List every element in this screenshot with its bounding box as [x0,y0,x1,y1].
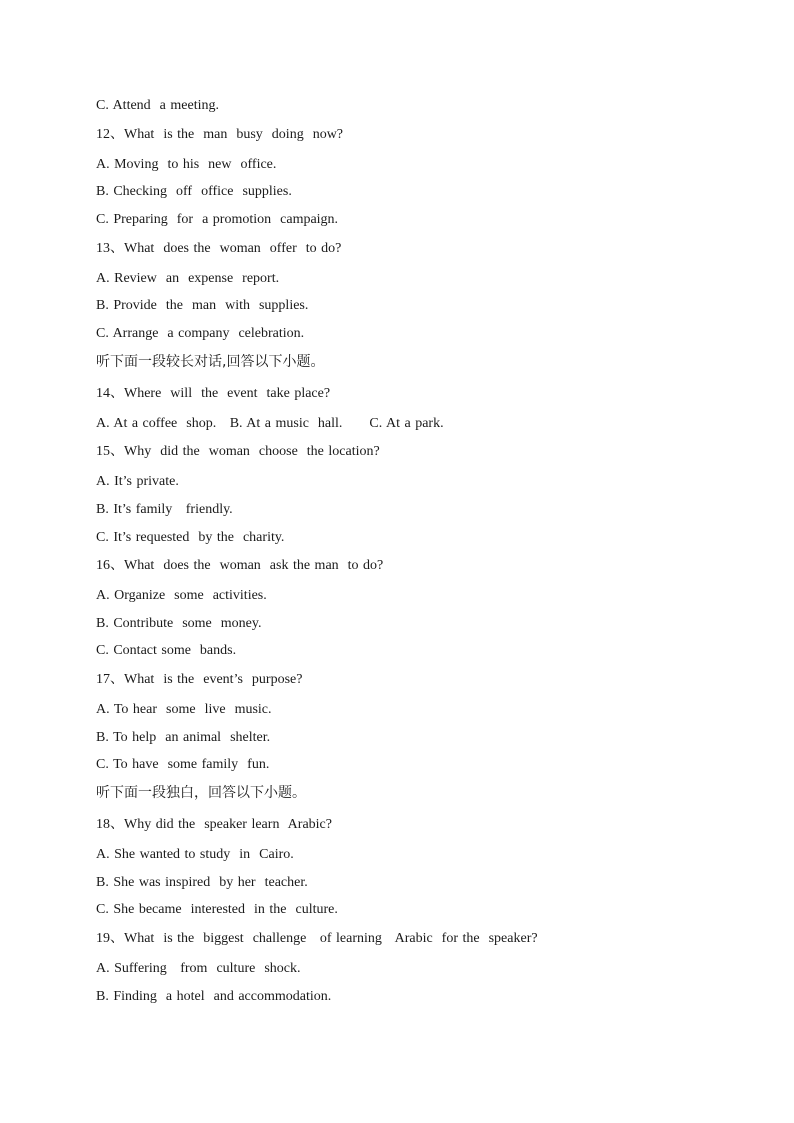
q17-question: 17、What is the event’s purpose? [96,672,303,687]
q13-option-a: A. Review an expense report. [96,271,280,286]
q16-option-b: B. Contribute some money. [96,616,262,631]
q13-option-b: B. Provide the man with supplies. [96,298,309,313]
section-heading-dialogue: 听下面一段较长对话,回答以下小题。 [96,354,325,370]
q19-question: 19、What is the biggest challenge of learning Arabic for the speaker? [96,931,538,946]
q12-option-a: A. Moving to his new office. [96,157,277,172]
q11-option-c: C. Attend a meeting. [96,98,219,113]
q18-question: 18、Why did the speaker learn Arabic? [96,817,332,832]
q17-option-b: B. To help an animal shelter. [96,730,271,745]
q16-option-c: C. Contact some bands. [96,643,237,658]
q18-option-c: C. She became interested in the culture. [96,902,338,917]
q19-option-b: B. Finding a hotel and accommodation. [96,989,332,1004]
q19-option-a: A. Suffering from culture shock. [96,961,301,976]
q17-option-c: C. To have some family fun. [96,757,270,772]
q14-question: 14、Where will the event take place? [96,386,331,401]
q15-option-b: B. It’s family friendly. [96,502,233,517]
section-heading-monologue: 听下面一段独白，回答以下小题。 [96,785,306,801]
q15-option-a: A. It’s private. [96,474,179,489]
q16-question: 16、What does the woman ask the man to do? [96,558,384,573]
q16-option-a: A. Organize some activities. [96,588,267,603]
q15-option-c: C. It’s requested by the charity. [96,530,285,545]
q13-question: 13、What does the woman offer to do? [96,241,342,256]
q13-option-c: C. Arrange a company celebration. [96,326,305,341]
q17-option-a: A. To hear some live music. [96,702,272,717]
q18-option-a: A. She wanted to study in Cairo. [96,847,294,862]
q12-option-c: C. Preparing for a promotion campaign. [96,212,339,227]
q12-question: 12、What is the man busy doing now? [96,127,344,142]
q14-options: A. At a coffee shop. B. At a music hall. C. At a park. [96,416,444,431]
q15-question: 15、Why did the woman choose the location? [96,444,380,459]
q18-option-b: B. She was inspired by her teacher. [96,875,308,890]
q12-option-b: B. Checking off office supplies. [96,184,292,199]
